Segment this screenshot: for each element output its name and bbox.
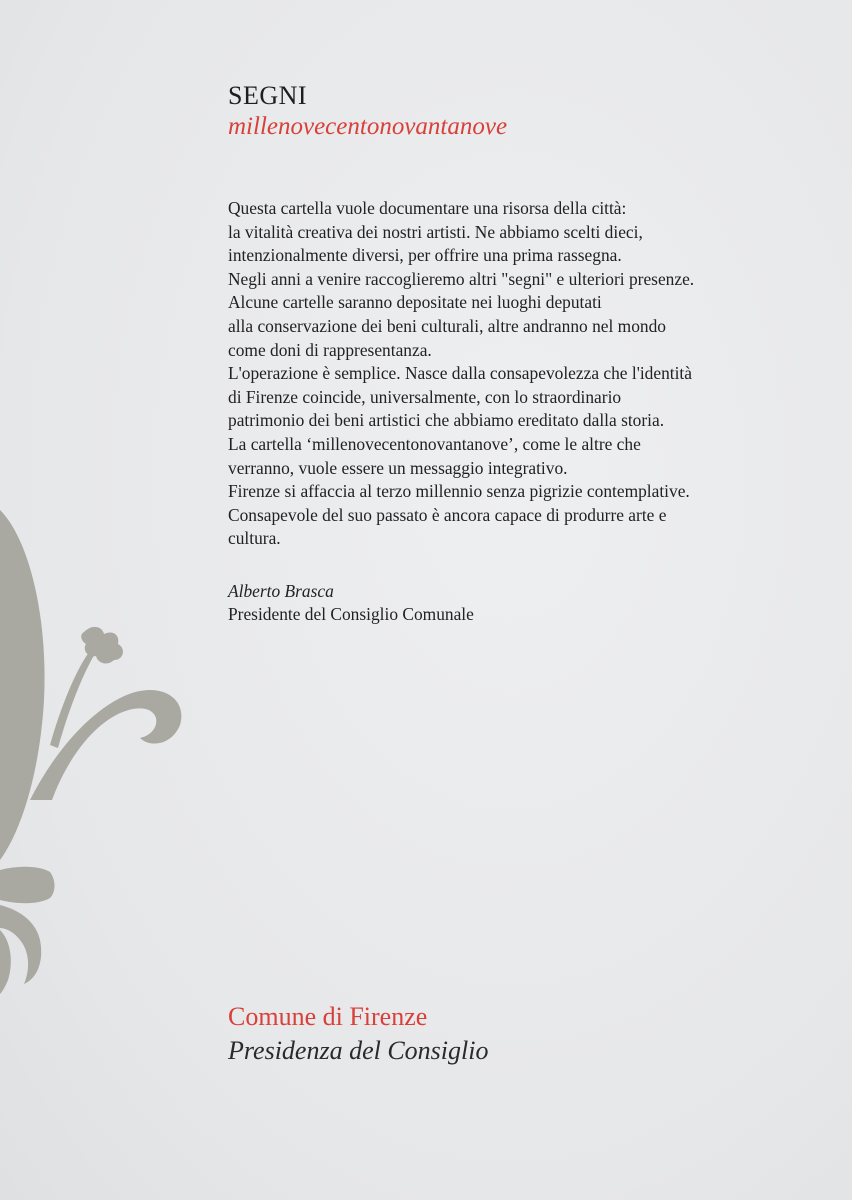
text-line: come doni di rappresentanza. bbox=[228, 339, 432, 360]
signature-block bbox=[228, 580, 474, 626]
header bbox=[228, 80, 507, 142]
page-subtitle: millenovecentonovantanove bbox=[228, 113, 508, 140]
body-paragraph bbox=[228, 197, 788, 551]
text-line: patrimonio dei beni artistici che abbiamo ereditato dalla storia. bbox=[228, 410, 665, 431]
footer bbox=[228, 1000, 488, 1068]
footer-department: Presidenza del Consiglio bbox=[228, 1036, 489, 1065]
text-line: L'operazione è semplice. Nasce dalla consapevolezza che l'identità bbox=[228, 363, 692, 384]
text-line: alla conservazione dei beni culturali, altre andranno nel mondo bbox=[228, 315, 666, 336]
footer-organization: Comune di Firenze bbox=[228, 1002, 428, 1031]
text-line: verranno, vuole essere un messaggio integrativo. bbox=[228, 457, 568, 478]
text-line: Firenze si affaccia al terzo millennio senza pigrizie contemplative. bbox=[228, 481, 690, 502]
signature-name: Alberto Brasca bbox=[228, 581, 334, 601]
text-line: intenzionalmente diversi, per offrire una prima rassegna. bbox=[228, 245, 622, 266]
text-line: la vitalità creativa dei nostri artisti. Ne abbiamo scelti dieci, bbox=[228, 221, 643, 242]
text-line: di Firenze coincide, universalmente, con lo straordinario bbox=[228, 386, 622, 407]
text-line: Consapevole del suo passato è ancora capace di produrre arte e bbox=[228, 504, 667, 525]
text-line: La cartella ‘millenovecentonovantanove’, come le altre che bbox=[228, 433, 641, 454]
text-line: cultura. bbox=[228, 528, 281, 549]
text-line: Alcune cartelle saranno depositate nei luoghi deputati bbox=[228, 292, 602, 313]
page-title: SEGNI bbox=[228, 81, 308, 110]
text-line: Questa cartella vuole documentare una risorsa della città: bbox=[228, 198, 627, 218]
signature-role: Presidente del Consiglio Comunale bbox=[228, 604, 474, 624]
fleur-de-lis-icon bbox=[0, 500, 190, 1000]
text-line: Negli anni a venire raccoglieremo altri "segni" e ulteriori presenze. bbox=[228, 268, 695, 289]
